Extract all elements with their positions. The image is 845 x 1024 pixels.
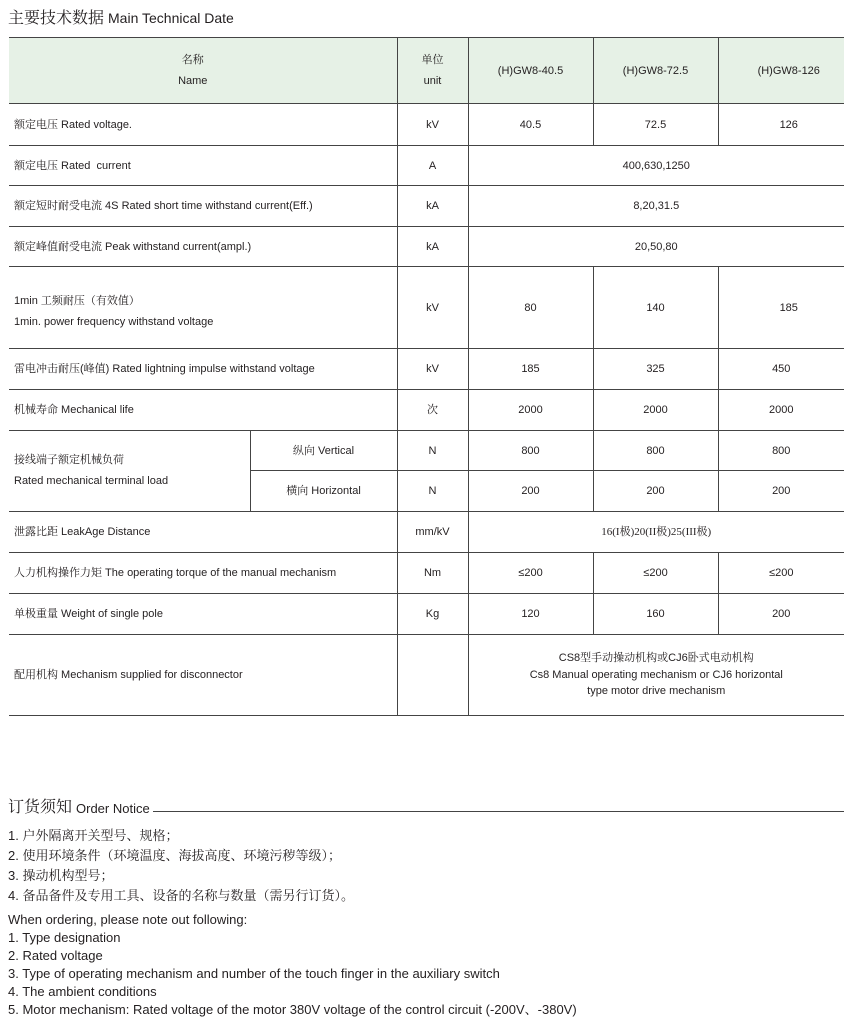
lightning-impulse-value-40-5: 185 — [468, 349, 593, 390]
table-row-peak-current — [9, 227, 844, 267]
table-row-lightning-impulse — [9, 349, 844, 390]
power-frequency-unit: kV — [397, 267, 468, 349]
list-item: 2. Rated voltage — [8, 948, 103, 963]
mechanism-line-1: CS8型手动操动机构或CJ6卧式电动机构 — [558, 652, 754, 665]
terminal-load-vertical-value-126: 800 — [718, 431, 844, 471]
operating-torque-value-72-5: ≤200 — [593, 553, 718, 594]
rated-current-label: 额定电压 Rated current — [9, 146, 397, 186]
lightning-impulse-value-72-5: 325 — [593, 349, 718, 390]
terminal-load-horizontal-value-72-5: 200 — [593, 471, 718, 512]
power-frequency-label-en: 1min. power frequency withstand voltage — [14, 315, 214, 328]
table-row-pole-weight — [9, 594, 844, 635]
unit-header-en: unit — [423, 74, 442, 87]
table-row-mechanical-life — [9, 390, 844, 431]
power-frequency-label — [9, 267, 397, 349]
peak-current-label: 额定峰值耐受电流 Peak withstand current(ampl.) — [9, 227, 397, 267]
list-item: 5. Motor mechanism: Rated voltage of the motor 380V voltage of the control circuit (-200V、-380V) — [8, 1002, 577, 1017]
rated-voltage-unit: kV — [397, 104, 468, 146]
terminal-load-label-cn: 接线端子额定机械负荷 — [14, 454, 124, 466]
name-header-cn: 名称 — [181, 53, 204, 66]
order-notice-intro: When ordering, please note out following: — [8, 912, 248, 927]
unit-header — [397, 38, 468, 104]
terminal-load-label-en: Rated mechanical terminal load — [14, 475, 169, 487]
terminal-load-vertical-value-40-5: 800 — [468, 431, 593, 471]
mechanism-unit-empty — [397, 635, 468, 716]
power-frequency-value-126: 185 — [718, 267, 844, 349]
list-item: 3. 操动机构型号； — [8, 868, 114, 883]
short-time-current-label: 额定短时耐受电流 4S Rated short time withstand current(Eff.) — [9, 186, 397, 227]
terminal-load-horizontal-unit: N — [397, 471, 468, 512]
page-title-en: Main Technical Date — [108, 10, 234, 26]
terminal-load-horizontal-value-126: 200 — [718, 471, 844, 512]
rated-current-value: 400,630,1250 — [468, 146, 844, 186]
table-row-power-frequency — [9, 267, 844, 349]
peak-current-value: 20,50,80 — [468, 227, 844, 267]
order-notice-title-cn: 订货须知 — [8, 799, 73, 816]
table-row-operating-torque — [9, 553, 844, 594]
pole-weight-value-72-5: 160 — [593, 594, 718, 635]
leakage-distance-label: 泄露比距 LeakAge Distance — [9, 512, 397, 553]
table-header-row — [9, 38, 844, 104]
list-item: 3. Type of operating mechanism and number of the touch finger in the auxiliary switch — [8, 966, 500, 981]
lightning-impulse-unit: kV — [397, 349, 468, 390]
mechanism-value — [468, 635, 844, 716]
leakage-distance-value: 16(I极)20(II极)25(III极) — [468, 512, 844, 553]
mechanical-life-value-126: 2000 — [718, 390, 844, 431]
table-row-rated-current — [9, 146, 844, 186]
table-row-mechanism — [9, 635, 844, 716]
peak-current-unit: kA — [397, 227, 468, 267]
rated-current-unit: A — [397, 146, 468, 186]
mechanical-life-value-72-5: 2000 — [593, 390, 718, 431]
terminal-load-label — [9, 431, 250, 512]
table-row-rated-voltage — [9, 104, 844, 146]
lightning-impulse-value-126: 450 — [718, 349, 844, 390]
rated-voltage-value-72-5: 72.5 — [593, 104, 718, 146]
name-header — [9, 38, 397, 104]
pole-weight-unit: Kg — [397, 594, 468, 635]
pole-weight-label: 单极重量 Weight of single pole — [9, 594, 397, 635]
power-frequency-value-72-5: 140 — [593, 267, 718, 349]
model-header-72-5: (H)GW8-72.5 — [593, 38, 718, 104]
list-item: 4. The ambient conditions — [8, 984, 157, 999]
order-notice-list-cn — [8, 826, 844, 906]
operating-torque-unit: Nm — [397, 553, 468, 594]
table-row-short-time-current — [9, 186, 844, 227]
power-frequency-label-cn: 1min 工频耐压（有效值） — [14, 294, 140, 307]
rated-voltage-value-40-5: 40.5 — [468, 104, 593, 146]
rated-voltage-label: 额定电压 Rated voltage. — [9, 104, 397, 146]
mechanism-label: 配用机构 Mechanism supplied for disconnector — [9, 635, 397, 716]
terminal-load-vertical-unit: N — [397, 431, 468, 471]
mechanical-life-label: 机械寿命 Mechanical life — [9, 390, 397, 431]
pole-weight-value-40-5: 120 — [468, 594, 593, 635]
list-item: 1. 户外隔离开关型号、规格； — [8, 828, 179, 843]
operating-torque-value-40-5: ≤200 — [468, 553, 593, 594]
mechanical-life-value-40-5: 2000 — [468, 390, 593, 431]
page-title — [8, 8, 234, 28]
short-time-current-unit: kA — [397, 186, 468, 227]
order-notice-heading — [8, 798, 844, 818]
mechanism-line-2: Cs8 Manual operating mechanism or CJ6 horizontal — [529, 668, 783, 681]
leakage-distance-unit: mm/kV — [397, 512, 468, 553]
rated-voltage-value-126: 126 — [718, 104, 844, 146]
short-time-current-value: 8,20,31.5 — [468, 186, 844, 227]
table-row-terminal-load-vertical — [9, 431, 844, 471]
name-header-en: Name — [178, 74, 208, 87]
terminal-load-horizontal-value-40-5: 200 — [468, 471, 593, 512]
table-row-leakage-distance — [9, 512, 844, 553]
mechanical-life-unit: 次 — [397, 390, 468, 431]
operating-torque-value-126: ≤200 — [718, 553, 844, 594]
list-item: 2. 使用环境条件（环境温度、海拔高度、环境污秽等级）； — [8, 848, 341, 863]
list-item: 4. 备品备件及专用工具、设备的名称与数量（需另行订货）。 — [8, 888, 354, 903]
mechanism-line-3: type motor drive mechanism — [587, 685, 726, 698]
order-notice-list-en — [8, 911, 844, 1019]
terminal-load-horizontal-label: 横向 Horizontal — [250, 471, 397, 512]
order-notice-title-en: Order Notice — [76, 801, 150, 816]
terminal-load-vertical-value-72-5: 800 — [593, 431, 718, 471]
technical-data-table — [9, 37, 844, 716]
unit-header-cn: 单位 — [421, 53, 444, 66]
order-notice-divider — [153, 811, 844, 812]
model-header-126: (H)GW8-126 — [718, 38, 844, 104]
page-title-cn: 主要技术数据 — [8, 10, 105, 27]
pole-weight-value-126: 200 — [718, 594, 844, 635]
power-frequency-value-40-5: 80 — [468, 267, 593, 349]
model-header-40-5: (H)GW8-40.5 — [468, 38, 593, 104]
lightning-impulse-label: 雷电冲击耐压(峰值) Rated lightning impulse withstand voltage — [9, 349, 397, 390]
terminal-load-vertical-label: 纵向 Vertical — [250, 431, 397, 471]
list-item: 1. Type designation — [8, 930, 121, 945]
operating-torque-label: 人力机构操作力矩 The operating torque of the manual mechanism — [9, 553, 397, 594]
